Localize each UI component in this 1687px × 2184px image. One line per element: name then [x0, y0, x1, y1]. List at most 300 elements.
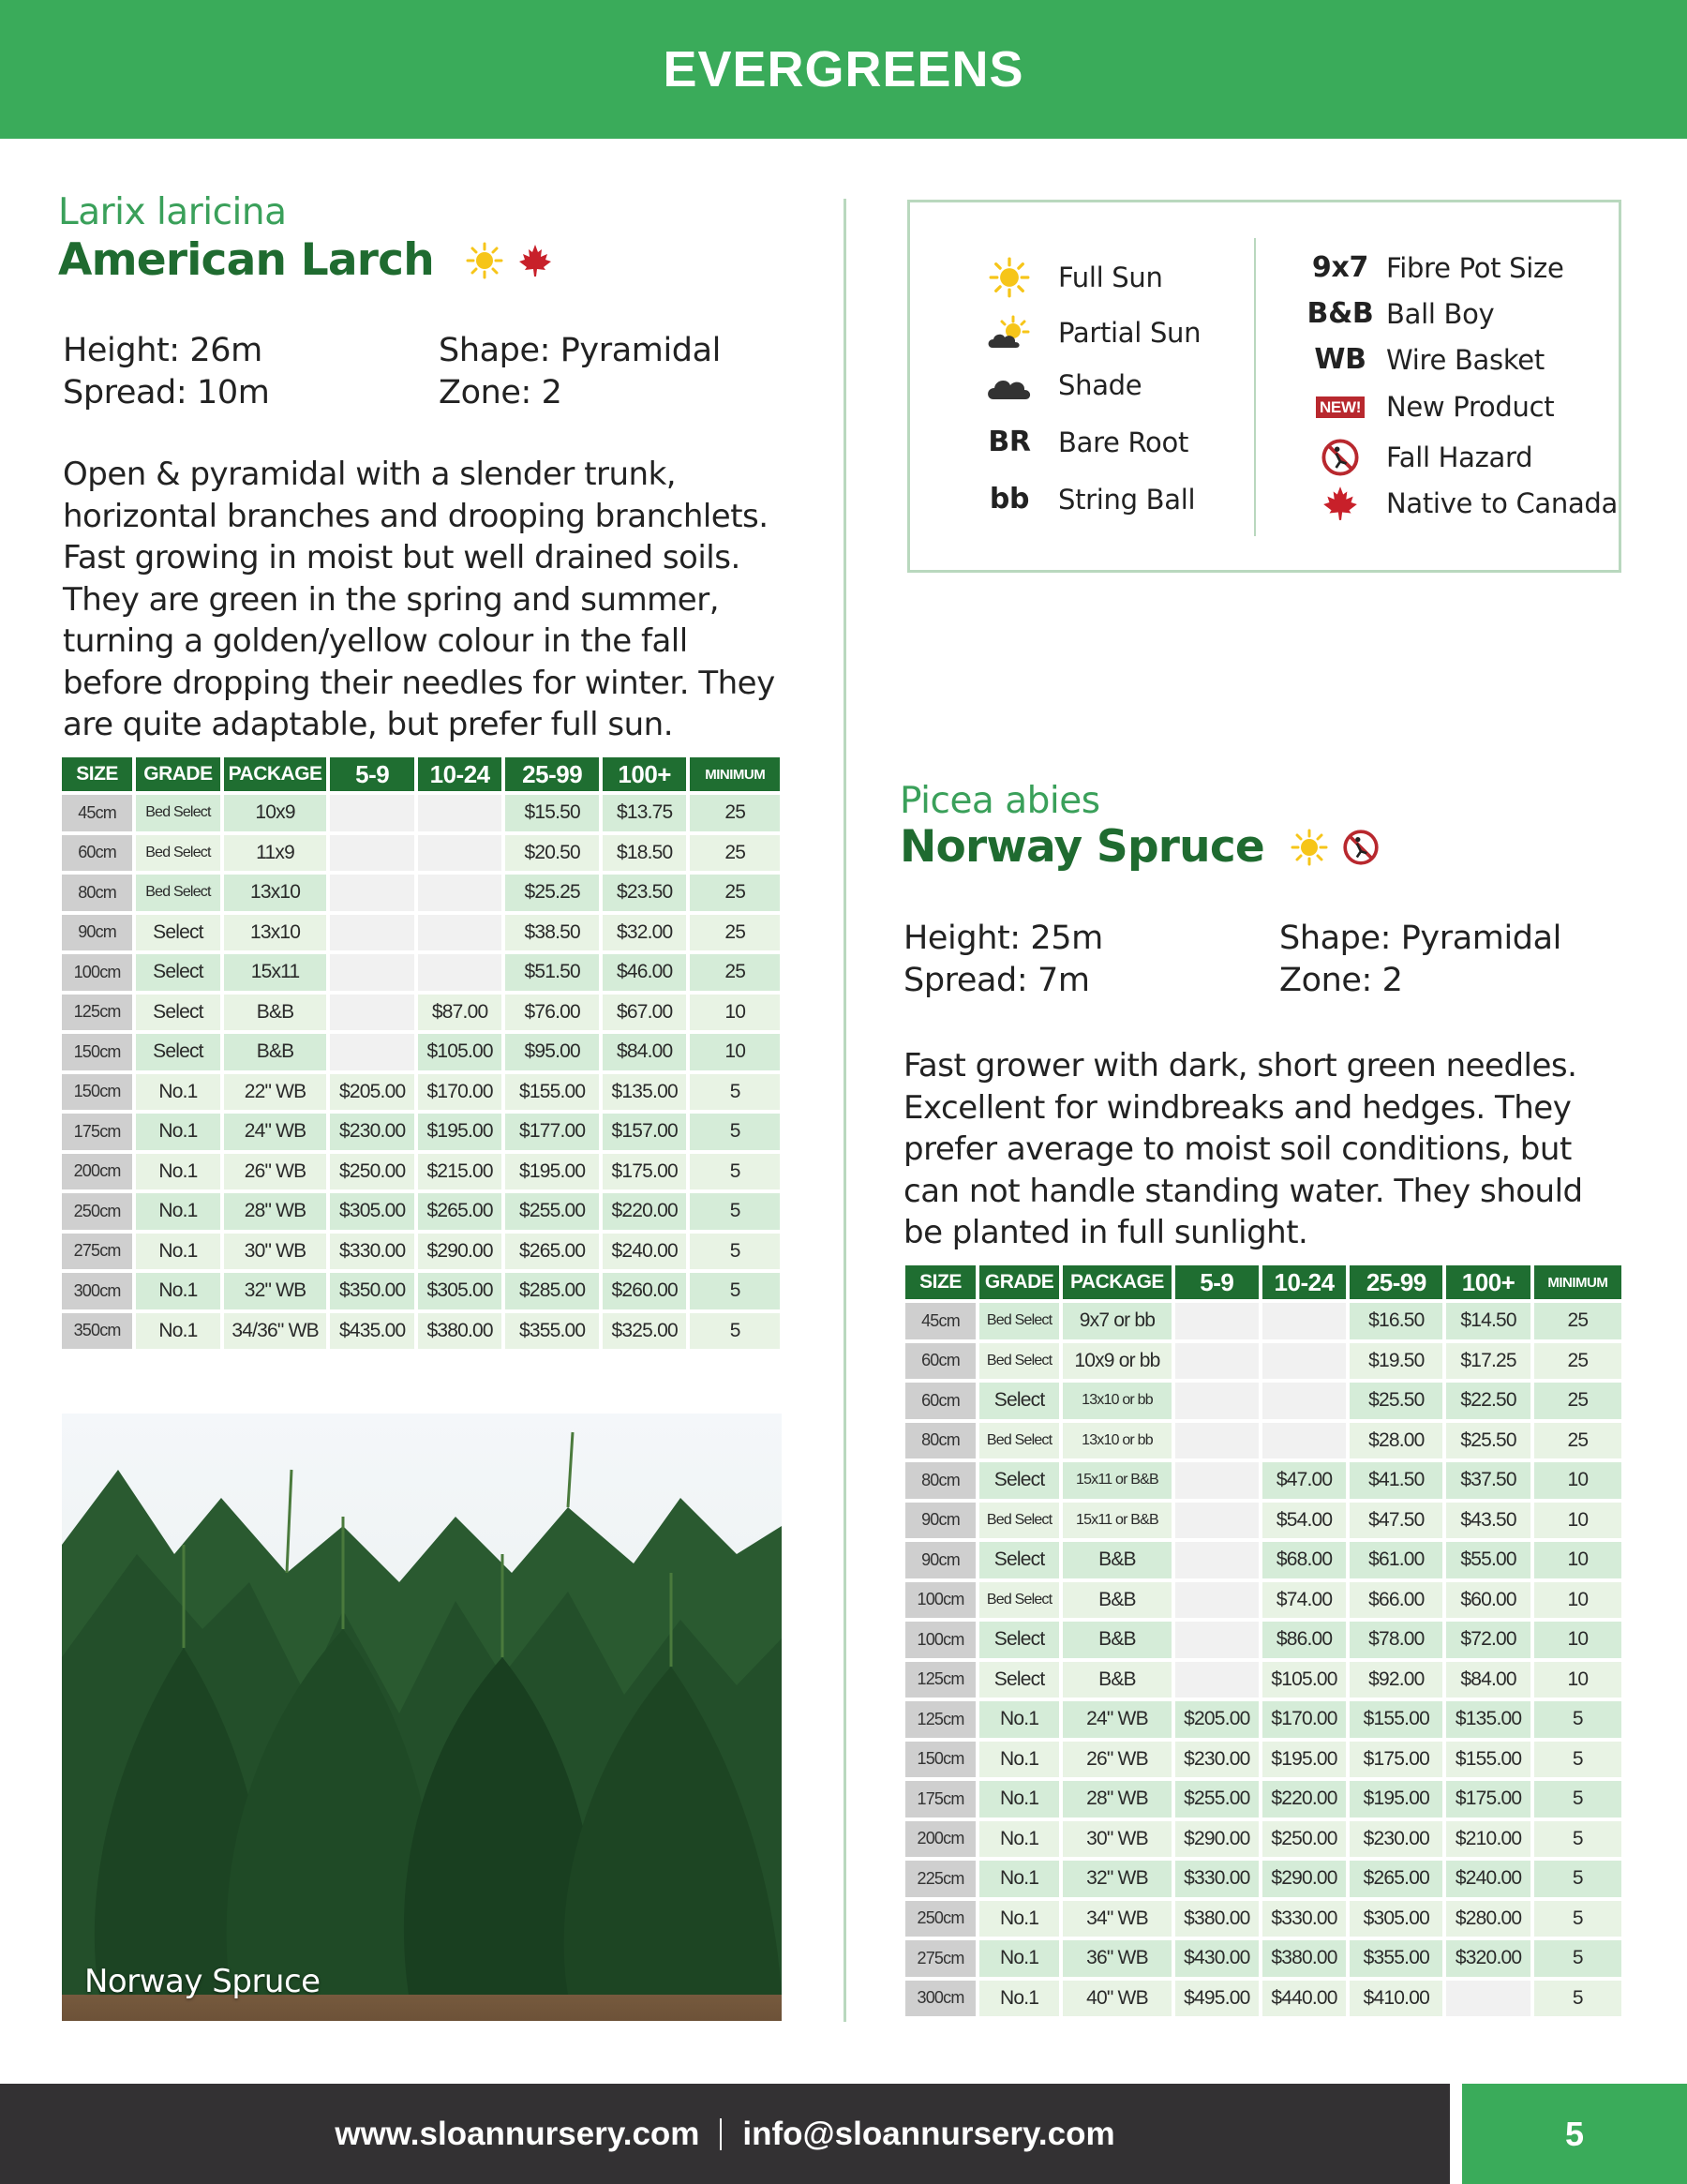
table-cell: [1262, 1303, 1346, 1339]
legend-symbol: bb: [989, 483, 1030, 516]
table-cell: $195.00: [418, 1114, 501, 1150]
legend-label: String Ball: [1058, 483, 1196, 516]
larch-price-table: [58, 754, 784, 1353]
table-cell: $355.00: [505, 1313, 599, 1350]
table-row: [905, 1901, 1621, 1937]
table-cell: 10: [1534, 1582, 1621, 1619]
table-cell: $135.00: [1446, 1701, 1530, 1738]
table-cell: $260.00: [603, 1273, 686, 1309]
table-row: [62, 1313, 780, 1350]
table-cell: $86.00: [1262, 1622, 1346, 1658]
table-cell: $177.00: [505, 1114, 599, 1150]
table-cell: 150cm: [62, 1034, 132, 1070]
table-cell: $430.00: [1175, 1940, 1259, 1977]
legend-label: Fall Hazard: [1386, 441, 1533, 473]
table-row: [905, 1940, 1621, 1977]
table-cell: [1175, 1303, 1259, 1339]
column-header: 25-99: [1350, 1265, 1442, 1299]
legend-label: Partial Sun: [1058, 317, 1202, 349]
table-cell: 5: [690, 1273, 780, 1309]
table-cell: 125cm: [905, 1662, 976, 1698]
table-cell: B&B: [224, 995, 327, 1031]
table-row: [62, 954, 780, 991]
table-row: [62, 1114, 780, 1150]
legend-label: New Product: [1386, 391, 1555, 423]
table-row: [62, 875, 780, 911]
fall-hazard-icon: [1341, 828, 1381, 867]
table-cell: B&B: [1063, 1582, 1172, 1619]
table-cell: [1175, 1423, 1259, 1459]
table-cell: $290.00: [1262, 1861, 1346, 1897]
table-cell: 10x9: [224, 795, 327, 831]
table-cell: 175cm: [905, 1781, 976, 1818]
table-cell: $220.00: [1262, 1781, 1346, 1818]
table-cell: No.1: [979, 1940, 1059, 1977]
legend-symbol: B&B: [1306, 297, 1374, 330]
spruce-title: Norway Spruce: [900, 821, 1264, 873]
table-cell: 10: [1534, 1462, 1621, 1499]
table-cell: [1262, 1423, 1346, 1459]
table-cell: $320.00: [1446, 1940, 1530, 1977]
column-header: 100+: [603, 757, 686, 791]
table-cell: [1175, 1622, 1259, 1658]
table-row: [62, 995, 780, 1031]
table-cell: [1262, 1343, 1346, 1380]
table-cell: $215.00: [418, 1154, 501, 1190]
table-cell: $220.00: [603, 1193, 686, 1230]
table-cell: Select: [979, 1662, 1059, 1698]
table-cell: [1175, 1462, 1259, 1499]
table-cell: $155.00: [1446, 1742, 1530, 1778]
table-cell: $155.00: [1350, 1701, 1442, 1738]
table-cell: $60.00: [1446, 1582, 1530, 1619]
table-cell: 25: [690, 795, 780, 831]
table-cell: $14.50: [1446, 1303, 1530, 1339]
table-cell: $350.00: [330, 1273, 413, 1309]
table-cell: No.1: [979, 1742, 1059, 1778]
table-cell: $74.00: [1262, 1582, 1346, 1619]
column-header: GRADE: [979, 1265, 1059, 1299]
legend-label: Ball Boy: [1386, 297, 1495, 330]
table-cell: Bed Select: [979, 1303, 1059, 1339]
table-cell: $68.00: [1262, 1542, 1346, 1578]
table-cell: $265.00: [418, 1193, 501, 1230]
table-cell: 150cm: [905, 1742, 976, 1778]
table-cell: 5: [1534, 1701, 1621, 1738]
table-cell: $155.00: [505, 1074, 599, 1111]
maple-leaf-icon: [1307, 484, 1373, 523]
legend-new-product: [1307, 391, 1554, 423]
table-row: [62, 1193, 780, 1230]
table-cell: [1175, 1343, 1259, 1380]
table-cell: 30" WB: [1063, 1821, 1172, 1858]
table-cell: 10: [690, 1034, 780, 1070]
table-cell: 26" WB: [1063, 1742, 1172, 1778]
table-cell: $195.00: [1262, 1742, 1346, 1778]
table-row: [905, 1343, 1621, 1380]
table-cell: B&B: [1063, 1662, 1172, 1698]
table-row: [905, 1423, 1621, 1459]
table-cell: $32.00: [603, 915, 686, 951]
table-cell: $285.00: [505, 1273, 599, 1309]
table-cell: $440.00: [1262, 1981, 1346, 2017]
table-cell: 32" WB: [224, 1273, 327, 1309]
table-cell: 45cm: [62, 795, 132, 831]
legend-native-canada: [1307, 484, 1618, 523]
table-cell: 13x10 or bb: [1063, 1423, 1172, 1459]
table-cell: Bed Select: [979, 1343, 1059, 1380]
table-cell: Bed Select: [136, 835, 219, 872]
table-cell: $13.75: [603, 795, 686, 831]
table-cell: $175.00: [1446, 1781, 1530, 1818]
website-link[interactable]: www.sloannursery.com: [335, 2115, 700, 2152]
table-cell: $84.00: [1446, 1662, 1530, 1698]
column-divider: [844, 199, 846, 2022]
table-cell: $250.00: [330, 1154, 413, 1190]
table-cell: Select: [979, 1383, 1059, 1419]
table-cell: $195.00: [1350, 1781, 1442, 1818]
legend-string-ball: [981, 483, 1195, 516]
table-cell: $355.00: [1350, 1940, 1442, 1977]
table-cell: 90cm: [62, 915, 132, 951]
table-cell: $325.00: [603, 1313, 686, 1350]
larch-common-name: [58, 234, 554, 286]
table-cell: [1175, 1662, 1259, 1698]
table-cell: $305.00: [330, 1193, 413, 1230]
table-cell: 100cm: [905, 1582, 976, 1619]
legend-symbol: WB: [1314, 343, 1366, 376]
legend-partial-sun: [981, 312, 1201, 353]
column-header: MINIMUM: [690, 757, 780, 791]
table-cell: $205.00: [330, 1074, 413, 1111]
table-cell: 10: [1534, 1542, 1621, 1578]
table-cell: No.1: [979, 1701, 1059, 1738]
table-row: [905, 1981, 1621, 2017]
table-cell: 60cm: [905, 1383, 976, 1419]
page-header: [0, 0, 1687, 139]
table-cell: 5: [1534, 1781, 1621, 1818]
table-cell: Select: [979, 1542, 1059, 1578]
table-cell: $135.00: [603, 1074, 686, 1111]
column-header: GRADE: [136, 757, 219, 791]
table-cell: $20.50: [505, 835, 599, 872]
table-cell: 24" WB: [224, 1114, 327, 1150]
legend-label: Shade: [1058, 369, 1142, 401]
table-cell: $435.00: [330, 1313, 413, 1350]
table-cell: $380.00: [1175, 1901, 1259, 1937]
legend-label: Native to Canada: [1386, 487, 1618, 519]
legend-full-sun: [981, 257, 1163, 298]
table-cell: 25: [690, 875, 780, 911]
table-cell: [418, 954, 501, 991]
table-cell: No.1: [136, 1273, 219, 1309]
table-cell: 250cm: [62, 1193, 132, 1230]
legend-label: Fibre Pot Size: [1386, 251, 1564, 284]
table-cell: 28" WB: [1063, 1781, 1172, 1818]
full-sun-icon: [466, 242, 503, 279]
table-cell: $495.00: [1175, 1981, 1259, 2017]
table-cell: 90cm: [905, 1542, 976, 1578]
table-row: [905, 1542, 1621, 1578]
legend-symbol: BR: [988, 426, 1031, 458]
table-cell: 300cm: [905, 1981, 976, 2017]
table-row: [905, 1781, 1621, 1818]
table-cell: $380.00: [1262, 1940, 1346, 1977]
table-cell: $230.00: [1175, 1742, 1259, 1778]
table-row: [905, 1383, 1621, 1419]
table-cell: 45cm: [905, 1303, 976, 1339]
table-cell: 32" WB: [1063, 1861, 1172, 1897]
table-cell: 5: [1534, 1742, 1621, 1778]
table-cell: 60cm: [62, 835, 132, 872]
table-cell: $205.00: [1175, 1701, 1259, 1738]
column-header: MINIMUM: [1534, 1265, 1621, 1299]
table-cell: $22.50: [1446, 1383, 1530, 1419]
photo-caption: Norway Spruce: [84, 1963, 321, 2000]
larch-height: Height: 26m: [63, 332, 262, 369]
table-cell: $157.00: [603, 1114, 686, 1150]
table-cell: $55.00: [1446, 1542, 1530, 1578]
table-cell: 25: [1534, 1343, 1621, 1380]
column-header: SIZE: [62, 757, 132, 791]
legend-symbol: 9x7: [1311, 251, 1369, 284]
norway-spruce-photo: [62, 1414, 782, 2021]
table-cell: No.1: [136, 1313, 219, 1350]
table-cell: $18.50: [603, 835, 686, 872]
table-cell: $38.50: [505, 915, 599, 951]
table-row: [62, 1154, 780, 1190]
table-cell: Bed Select: [136, 875, 219, 911]
full-sun-icon: [1291, 829, 1328, 866]
table-row: [905, 1622, 1621, 1658]
table-cell: 100cm: [62, 954, 132, 991]
table-cell: $380.00: [418, 1313, 501, 1350]
column-header: 5-9: [1175, 1265, 1259, 1299]
table-cell: $25.50: [1446, 1423, 1530, 1459]
column-header: 25-99: [505, 757, 599, 791]
table-cell: $255.00: [505, 1193, 599, 1230]
table-cell: 26" WB: [224, 1154, 327, 1190]
table-row: [905, 1821, 1621, 1858]
table-cell: $25.50: [1350, 1383, 1442, 1419]
page-number: 5: [1462, 2084, 1687, 2184]
table-cell: $410.00: [1350, 1981, 1442, 2017]
table-cell: 36" WB: [1063, 1940, 1172, 1977]
table-cell: 150cm: [62, 1074, 132, 1111]
table-cell: 34/36" WB: [224, 1313, 327, 1350]
table-cell: [1175, 1383, 1259, 1419]
table-cell: $19.50: [1350, 1343, 1442, 1380]
table-cell: 5: [1534, 1940, 1621, 1977]
table-cell: No.1: [979, 1821, 1059, 1858]
table-cell: $41.50: [1350, 1462, 1442, 1499]
table-cell: $47.50: [1350, 1503, 1442, 1539]
table-cell: $250.00: [1262, 1821, 1346, 1858]
table-cell: $92.00: [1350, 1662, 1442, 1698]
table-row: [62, 1273, 780, 1309]
table-cell: $67.00: [603, 995, 686, 1031]
table-cell: $330.00: [1262, 1901, 1346, 1937]
table-cell: [418, 875, 501, 911]
table-cell: 5: [690, 1154, 780, 1190]
table-cell: 9x7 or bb: [1063, 1303, 1172, 1339]
table-row: [62, 915, 780, 951]
table-cell: $15.50: [505, 795, 599, 831]
larch-title: American Larch: [58, 234, 434, 286]
table-cell: [330, 995, 413, 1031]
table-cell: $54.00: [1262, 1503, 1346, 1539]
table-cell: $61.00: [1350, 1542, 1442, 1578]
spruce-specs-left: [903, 918, 1103, 1002]
table-cell: 22" WB: [224, 1074, 327, 1111]
legend-bare-root: [981, 426, 1188, 458]
table-row: [905, 1462, 1621, 1499]
table-cell: 275cm: [62, 1234, 132, 1270]
column-header: 10-24: [418, 757, 501, 791]
legend-ball-boy: [1307, 297, 1494, 330]
table-cell: 5: [690, 1234, 780, 1270]
table-cell: [418, 915, 501, 951]
spruce-latin-name: Picea abies: [900, 780, 1100, 822]
table-row: [905, 1662, 1621, 1698]
larch-spread: Spread: 10m: [63, 374, 270, 411]
table-cell: [418, 795, 501, 831]
table-cell: No.1: [136, 1114, 219, 1150]
table-cell: $240.00: [603, 1234, 686, 1270]
table-cell: 5: [690, 1313, 780, 1350]
table-cell: 11x9: [224, 835, 327, 872]
table-cell: No.1: [979, 1901, 1059, 1937]
table-cell: $175.00: [603, 1154, 686, 1190]
table-cell: 25: [1534, 1423, 1621, 1459]
shade-icon: [981, 369, 1038, 401]
table-cell: 250cm: [905, 1901, 976, 1937]
email-link[interactable]: info@sloannursery.com: [742, 2115, 1115, 2152]
column-header: 10-24: [1262, 1265, 1346, 1299]
table-cell: $290.00: [1175, 1821, 1259, 1858]
table-cell: 10: [1534, 1503, 1621, 1539]
table-row: [905, 1303, 1621, 1339]
larch-zone: Zone: 2: [439, 374, 562, 411]
page-title: EVERGREENS: [663, 41, 1024, 97]
table-cell: No.1: [136, 1234, 219, 1270]
table-cell: $17.25: [1446, 1343, 1530, 1380]
table-cell: 300cm: [62, 1273, 132, 1309]
table-cell: $255.00: [1175, 1781, 1259, 1818]
table-cell: 10x9 or bb: [1063, 1343, 1172, 1380]
page-footer: [0, 2084, 1450, 2184]
larch-description: Open & pyramidal with a slender trunk, horizontal branches and drooping branchlets. Fast growing in moist but well drained soils. They are green in the spring and summer, turning a golden/yellow colour in the fall before dropping their needles for winter. They are quite adaptable, but prefer full sun.: [63, 456, 775, 743]
table-row: [62, 795, 780, 831]
table-cell: $43.50: [1446, 1503, 1530, 1539]
legend-label: Full Sun: [1058, 262, 1163, 293]
spruce-height: Height: 25m: [903, 920, 1103, 957]
table-row: [905, 1701, 1621, 1738]
table-cell: $72.00: [1446, 1622, 1530, 1658]
table-cell: $305.00: [418, 1273, 501, 1309]
legend-fall-hazard: [1307, 437, 1532, 478]
table-cell: $16.50: [1350, 1303, 1442, 1339]
table-cell: 24" WB: [1063, 1701, 1172, 1738]
legend-fibre-pot: [1307, 251, 1564, 284]
table-cell: $51.50: [505, 954, 599, 991]
table-cell: Bed Select: [979, 1503, 1059, 1539]
table-cell: 5: [1534, 1981, 1621, 2017]
table-cell: 80cm: [905, 1423, 976, 1459]
table-cell: [330, 1034, 413, 1070]
table-cell: $280.00: [1446, 1901, 1530, 1937]
table-row: [905, 1861, 1621, 1897]
full-sun-icon: [981, 257, 1038, 298]
table-cell: B&B: [224, 1034, 327, 1070]
legend-label: Bare Root: [1058, 426, 1189, 458]
table-cell: 15x11 or B&B: [1063, 1462, 1172, 1499]
table-cell: $230.00: [330, 1114, 413, 1150]
table-cell: 25: [690, 954, 780, 991]
table-cell: 100cm: [905, 1622, 976, 1658]
table-row: [62, 1034, 780, 1070]
table-cell: $47.00: [1262, 1462, 1346, 1499]
table-cell: [330, 875, 413, 911]
table-cell: Select: [979, 1622, 1059, 1658]
table-cell: $23.50: [603, 875, 686, 911]
table-cell: No.1: [979, 1781, 1059, 1818]
spruce-description: Fast grower with dark, short green needles. Excellent for windbreaks and hedges. They prefer average to moist soil conditions, but can not handle standing water. They should be planted in full sunlight.: [903, 1047, 1583, 1251]
larch-specs-right: [439, 330, 721, 414]
table-header-row: [905, 1265, 1621, 1299]
table-cell: $78.00: [1350, 1622, 1442, 1658]
table-cell: $305.00: [1350, 1901, 1442, 1937]
table-cell: $87.00: [418, 995, 501, 1031]
table-cell: Bed Select: [979, 1423, 1059, 1459]
table-cell: Bed Select: [979, 1582, 1059, 1619]
table-cell: No.1: [136, 1154, 219, 1190]
table-header-row: [62, 757, 780, 791]
table-cell: 10: [690, 995, 780, 1031]
table-cell: [1262, 1383, 1346, 1419]
maple-leaf-icon: [516, 242, 554, 279]
table-cell: $210.00: [1446, 1821, 1530, 1858]
table-cell: Select: [979, 1462, 1059, 1499]
table-row: [905, 1503, 1621, 1539]
table-cell: 60cm: [905, 1343, 976, 1380]
larch-shape: Shape: Pyramidal: [439, 332, 721, 369]
legend-shade: [981, 369, 1142, 401]
table-cell: 25: [1534, 1303, 1621, 1339]
table-cell: 13x10: [224, 875, 327, 911]
table-cell: $105.00: [418, 1034, 501, 1070]
table-cell: 34" WB: [1063, 1901, 1172, 1937]
table-cell: [1446, 1981, 1530, 2017]
new-badge-text: NEW!: [1316, 396, 1365, 418]
table-cell: $46.00: [603, 954, 686, 991]
table-cell: $25.25: [505, 875, 599, 911]
column-header: 100+: [1446, 1265, 1530, 1299]
table-cell: 15x11 or B&B: [1063, 1503, 1172, 1539]
legend-wire-basket: [1307, 343, 1545, 376]
table-cell: [1175, 1582, 1259, 1619]
table-cell: [1175, 1503, 1259, 1539]
spruce-common-name: [900, 821, 1381, 873]
table-cell: No.1: [979, 1861, 1059, 1897]
table-cell: $290.00: [418, 1234, 501, 1270]
table-cell: $28.00: [1350, 1423, 1442, 1459]
table-cell: 10: [1534, 1662, 1621, 1698]
table-cell: 90cm: [905, 1503, 976, 1539]
table-row: [905, 1582, 1621, 1619]
table-row: [62, 1234, 780, 1270]
spruce-price-table: [902, 1262, 1625, 2020]
